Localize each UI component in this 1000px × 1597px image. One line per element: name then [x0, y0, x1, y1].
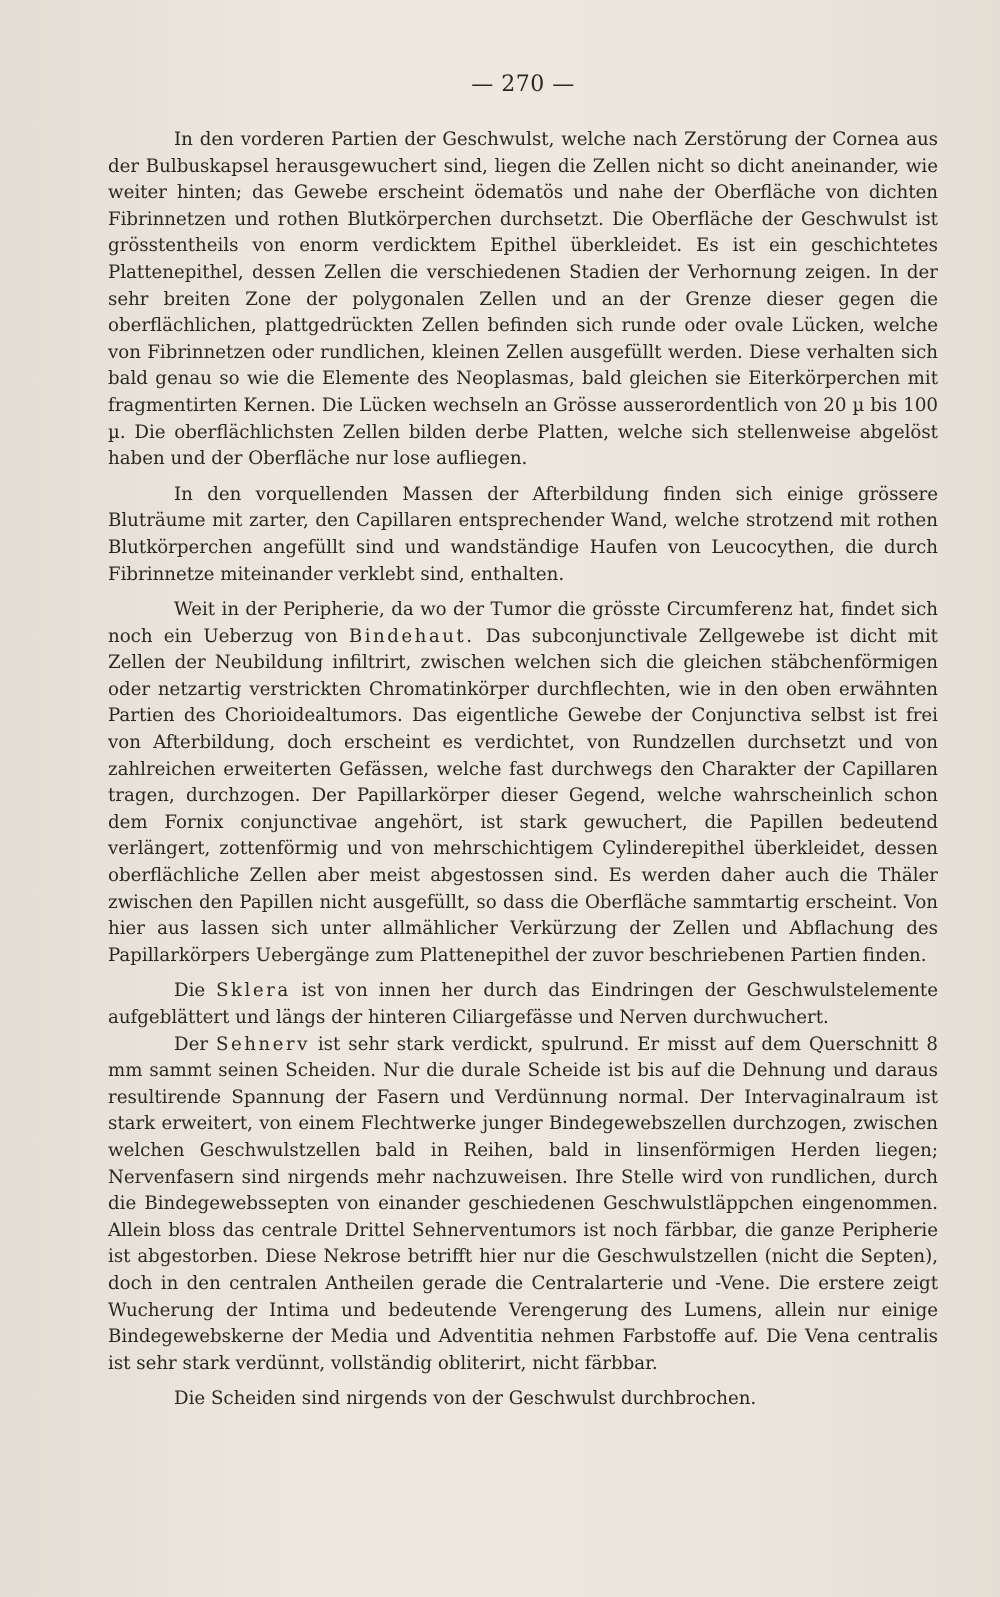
paragraph-anterior-tumor [108, 127, 938, 473]
paragraph-text: Das subconjunctivale Zellgewebe ist dicht mit Zellen der Neubildung infiltrirt, zwischen welchen sich die gleichen stäbchenförmigen oder netzartig verstrickten Chromatinkörper durchflechten, wie in den oben erwähnten Partien des Chorioidealtumors. Das eigentliche Gewebe der Conjunctiva selbst ist frei von Afterbildung, doch erscheint es verdichtet, von Rundzellen durchsetzt und von zahlreichen erweiterten Gefässen, welche fast durchwegs den Charakter der Capillaren tragen, durchzogen. Der Papillarkörper dieser Gegend, welche wahrscheinlich schon dem Fornix conjunctivae angehört, ist stark gewuchert, die Papillen bedeutend verlängert, zottenförmig und von mehrschichtigem Cylinderepithel überkleidet, dessen oberflächliche Zellen aber meist abgestossen sind. Es werden daher auch die Thäler zwischen den Papillen nicht ausgefüllt, so dass die Oberfläche sammtartig erscheint. Von hier aus lassen sich unter allmählicher Verkürzung der Zellen und Abflachung des Papillarkörpers Uebergänge zum Plattenepithel der zuvor beschriebenen Partien finden. [108, 625, 938, 966]
paragraph-text: Der [174, 1033, 216, 1055]
emphasized-term-sklera: Sklera [216, 980, 291, 1002]
paragraph-text: In den vorquellenden Massen der Afterbildung finden sich einige grössere Bluträume mit zarter, den Capillaren entsprechender Wand, welche strotzend mit rothen Blutkörperchen angefüllt sind und wandständige Haufen von Leucocythen, die durch Fibrinnetze miteinander verklebt sind, enthalten. [108, 483, 938, 585]
paragraph-text: In den vorderen Partien der Geschwulst, welche nach Zerstörung der Cornea aus der Bulbuskapsel herausgewuchert sind, liegen die Zellen nicht so dicht aneinander, wie weiter hinten; das Gewebe erscheint ödematös und nahe der Oberfläche von dichten Fibrinnetzen und rothen Blutkörperchen durchsetzt. Die Oberfläche der Geschwulst ist grösstentheils von enorm verdicktem Epithel überkleidet. Es ist ein geschichtetes Plattenepithel, dessen Zellen die verschiedenen Stadien der Verhornung zeigen. In der sehr breiten Zone der polygonalen Zellen und an der Grenze dieser gegen die oberflächlichen, plattgedrückten Zellen befinden sich runde oder ovale Lücken, welche von Fibrinnetzen oder rundlichen, kleinen Zellen ausgefüllt werden. Diese verhalten sich bald genau so wie die Elemente des Neoplasmas, bald gleichen sie Eiterkörperchen mit fragmentirten Kernen. Die Lücken wechseln an Grösse ausserordentlich von 20 µ bis 100 µ. Die oberflächlichsten Zellen bilden derbe Platten, welche sich stellenweise abgelöst haben und der Oberfläche nur lose aufliegen. [108, 129, 938, 470]
page-number: — 270 — [471, 72, 575, 97]
emphasized-term-bindehaut: Bindehaut. [348, 625, 475, 647]
paragraph-text: Die [174, 980, 217, 1002]
paragraph-text: ist sehr stark verdickt, spulrund. Er misst auf dem Querschnitt 8 mm sammt seinen Scheiden. Nur die durale Scheide ist bis auf die Dehnung und daraus resultirende Spannung der Fasern und Verdünnung normal. Der Intervaginalraum ist stark erweitert, von einem Flechtwerke junger Bindegewebszellen durchzogen, zwischen welchen Geschwulstzellen bald in Reihen, bald in linsenförmigen Herden liegen; Nervenfasern sind nirgends mehr nachzuweisen. Ihre Stelle wird von rundlichen, durch die Bindegewebssepten von einander geschiedenen Geschwulstläppchen eingenommen. Allein bloss das centrale Drittel Sehnerventumors ist noch färbbar, die ganze Peripherie ist abgestorben. Diese Nekrose betrifft hier nur die Geschwulstzellen (nicht die Septen), doch in den centralen Antheilen gerade die Centralarterie und -Vene. Die erstere zeigt Wucherung der Intima und bedeutende Verengerung des Lumens, allein nur einige Bindegewebskerne der Media und Adventitia nehmen Farbstoffe auf. Die Vena centralis ist sehr stark verdünnt, vollständig obliterirt, nicht färbbar. [108, 1033, 938, 1374]
emphasized-term-sehnerv: Sehnerv [216, 1033, 310, 1055]
paragraph-blood-spaces [108, 482, 938, 588]
paragraph-text: Die Scheiden sind nirgends von der Geschwulst durchbrochen. [174, 1388, 757, 1410]
paragraph-conjunctiva [108, 597, 938, 969]
paragraph-text: ist von innen her durch das Eindringen der Geschwulstelemente aufgeblättert und längs der hinteren Ciliargefässe und Nerven durchwuchert. [108, 980, 939, 1028]
paragraph-text: Weit in der Peripherie, da wo der Tumor die grösste Circumferenz hat, findet sich noch ein Ueberzug von [108, 599, 938, 647]
paragraph-sheaths [108, 1386, 938, 1413]
paragraph-sclera [108, 978, 938, 1031]
paragraph-optic-nerve [108, 1032, 938, 1378]
